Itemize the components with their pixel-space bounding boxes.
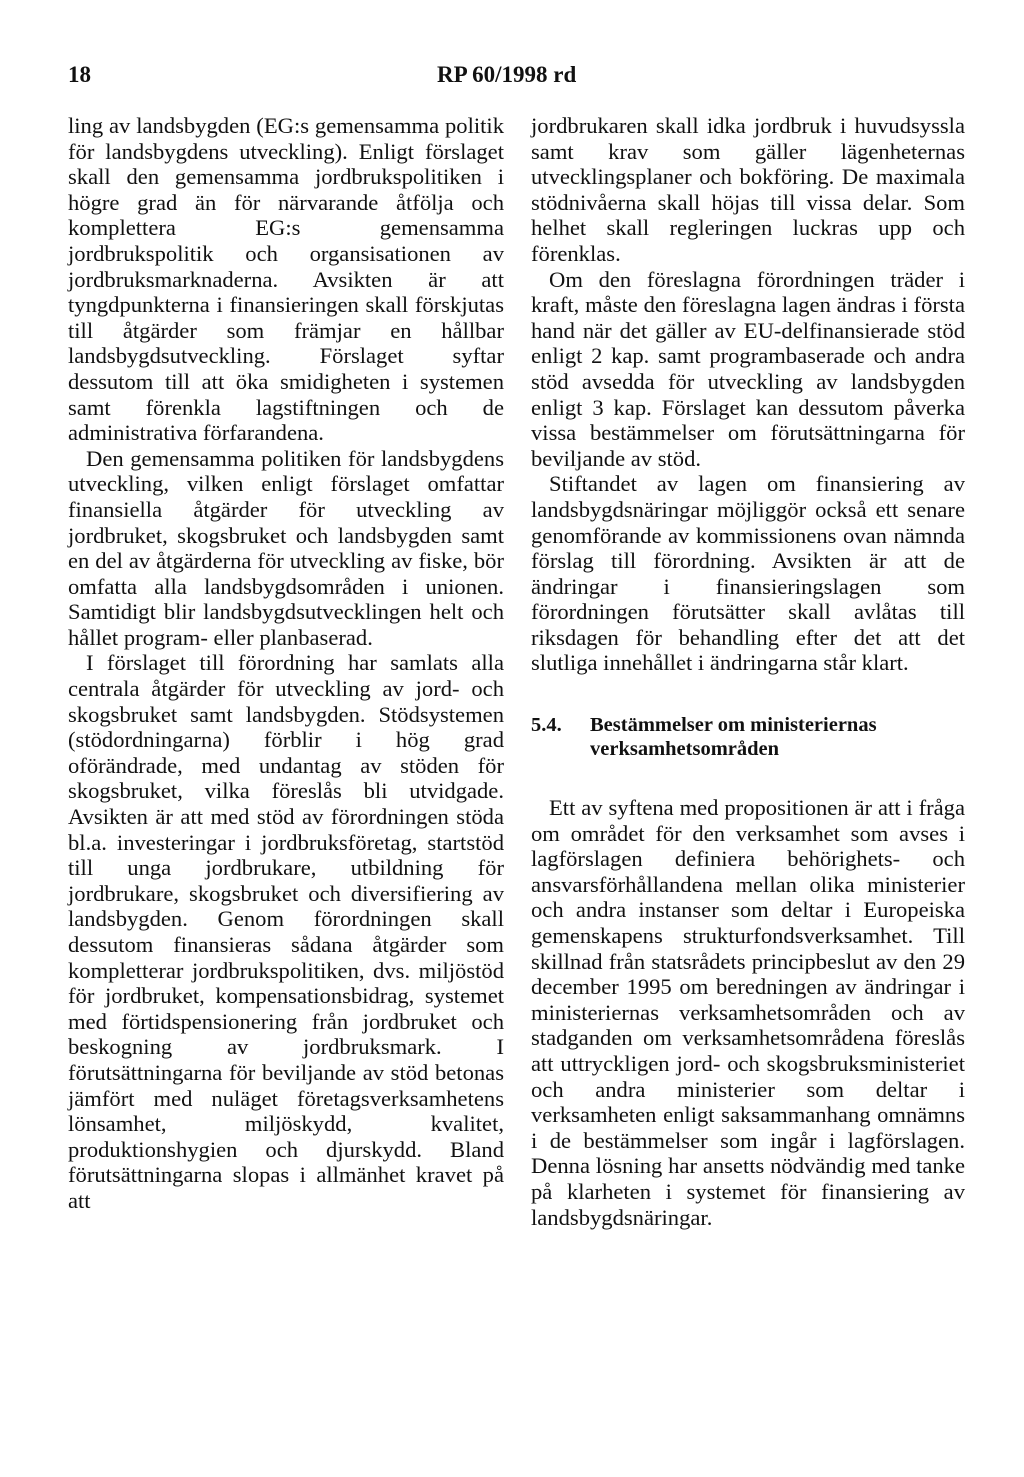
page-number: 18 bbox=[68, 62, 91, 87]
paragraph-continued: ling av landsbygden (EG:s gemensamma politik för landsbygdens utveckling). Enligt förslaget skall den gemensamma jordbrukspolitiken i högre grad än för närvarande åtfölja och komplettera EG:s gemensamma jordbrukspolitik och organsisationen av jordbruksmarknaderna. Avsikten är att tyngdpunkterna i finansieringen skall förskjutas till åtgärder som främjar en hållbar landsbygdsutveckling. Förslaget syftar dessutom till att öka smidigheten i systemen samt förenkla lagstiftningen och de administrativa förfarandena. bbox=[68, 113, 504, 446]
paragraph: Ett av syftena med propositionen är att i fråga om området för den verksamhet som avses i lagförslagen definiera behörighets- och ansvarsförhållandena mellan olika ministerier och andra instanser som deltar i Europeiska gemenskapens strukturfondsverksamhet. Till skillnad från statsrådets principbeslut av den 29 december 1995 om beredningen av ändringar i ministeriernas verksamhetsområden och av stadganden om verksamhetsområdena föreslås att uttryckligen jord- och skogsbruksministeriet och andra ministerier som deltar i verksamheten enligt saksammanhang omnämns i de bestämmelser som ingår i lagförslagen. Denna lösning har ansetts nödvändig med tanke på klarheten i systemet för finansiering av landsbygdsnäringar. bbox=[531, 795, 965, 1230]
right-column bbox=[531, 113, 965, 1230]
left-column bbox=[68, 113, 504, 1214]
paragraph: Den gemensamma politiken för landsbygdens utveckling, vilken enligt förslaget omfattar finansiella åtgärder för utveckling av jordbruket, skogsbruket och landsbygden samt en del av åtgärderna för utveckling av fiske, bör omfatta alla landsbygdsområden i unionen. Samtidigt blir landsbygdsutvecklingen helt och hållet program- eller planbaserad. bbox=[68, 445, 504, 650]
running-head: RP 60/1998 rd bbox=[437, 62, 577, 87]
section-number: 5.4. bbox=[531, 714, 562, 737]
section-title: Bestämmelser om ministeriernas verksamhetsområden bbox=[590, 714, 877, 761]
paragraph-continued: jordbrukaren skall idka jordbruk i huvudsyssla samt krav som gäller lägenheternas utvecklingsplaner och bokföring. De maximala stödnivåerna skall höjas till vissa delar. Som helhet skall regleringen luckras upp och förenklas. bbox=[531, 113, 965, 266]
paragraph: Om den föreslagna förordningen träder i kraft, måste den föreslagna lagen ändras i första hand när det gäller av EU-delfinansierade stöd enligt 2 kap. samt programbaserade och andra stöd avsedda för utveckling av landsbygden enligt 3 kap. Förslaget kan dessutom påverka vissa bestämmelser om förutsättningarna för beviljande av stöd. bbox=[531, 266, 965, 471]
section-heading bbox=[531, 713, 965, 761]
paragraph: Stiftandet av lagen om finansiering av landsbygdsnäringar möjliggör också ett senare genomförande av kommissionens ovan nämnda förslag till förordning. Avsikten är att de ändringar i finansieringslagen som förordningen förutsätter skall avlåtas till riksdagen för behandling efter det att det slutliga innehållet i ändringarna står klart. bbox=[531, 471, 965, 676]
paragraph: I förslaget till förordning har samlats alla centrala åtgärder för utveckling av jord- och skogsbruket samt landsbygden. Stödsystemen (stödordningarna) förblir i hög grad oförändrade, med undantag av stöden för skogsbruket, vilka föreslås bli utvidgade. Avsikten är att med stöd av förordningen stöda bl.a. investeringar i jordbruksföretag, startstöd till unga jordbrukare, utbildning för jordbrukare, skogsbruket och diversifiering av landsbygden. Genom förordningen skall dessutom finansieras sådana åtgärder som kompletterar jordbrukspolitiken, dvs. miljöstöd för jordbruket, kompensationsbidrag, systemet med förtidspensionering från jordbruket och beskogning av jordbruksmark. I förutsättningarna för beviljande av stöd betonas jämfört med nuläget företagsverksamhetens lönsamhet, miljöskydd, kvalitet, produktionshygien och djurskydd. Bland förutsättningarna slopas i allmänhet kravet på att bbox=[68, 650, 504, 1213]
